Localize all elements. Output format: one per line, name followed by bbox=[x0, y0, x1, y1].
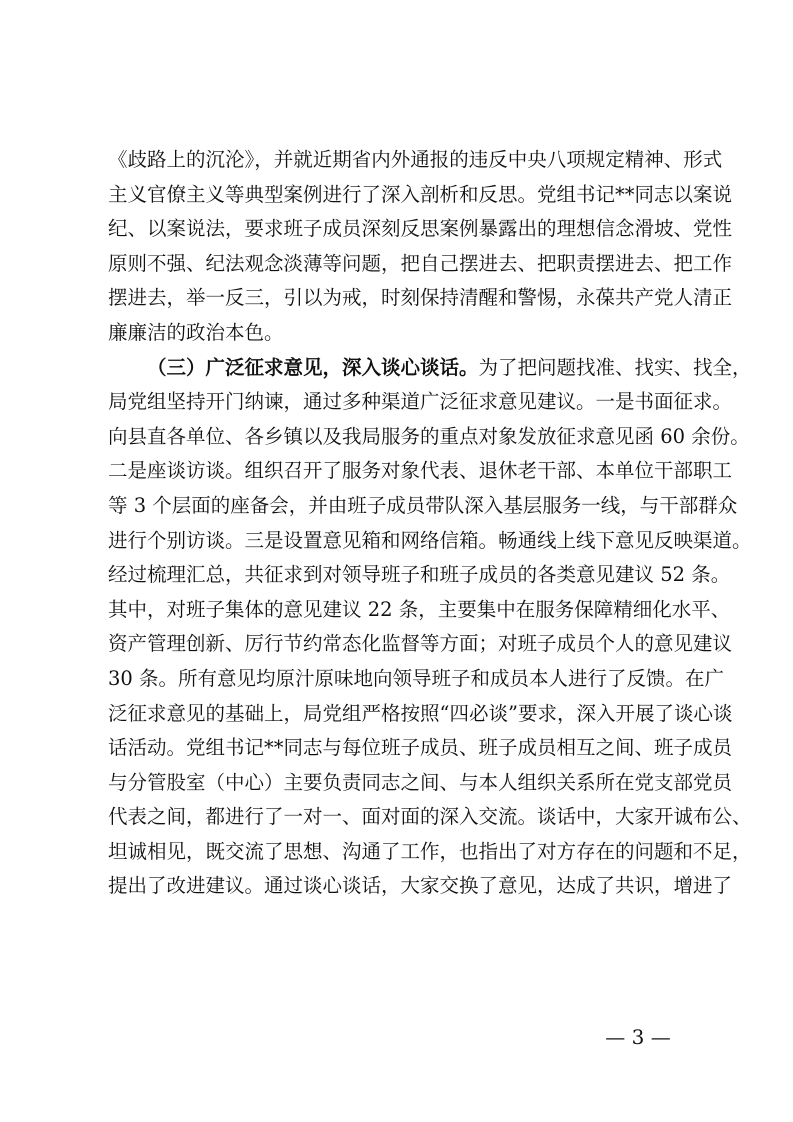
text-line: 纪、以案说法，要求班子成员深刻反思案例暴露出的理想信念滑坡、党性 bbox=[108, 217, 733, 241]
paragraph-opinion-collection bbox=[108, 351, 752, 905]
page-number: — 3 — bbox=[605, 1025, 671, 1049]
section-heading-rest: 为了把问题找准、找实、找全， bbox=[478, 355, 752, 379]
text-line bbox=[108, 351, 752, 386]
text-line: 主义官僚主义等典型案例进行了深入剖析和反思。党组书记**同志以案说 bbox=[108, 182, 733, 206]
text-line: 泛征求意见的基础上，局党组严格按照“四必谈”要求，深入开展了谈心谈 bbox=[108, 701, 733, 725]
text-line: 进行个别访谈。三是设置意见箱和网络信箱。畅通线上线下意见反映渠道。 bbox=[108, 528, 752, 552]
document-body bbox=[108, 143, 752, 904]
text-line: 等 3 个层面的座备会，并由班子成员带队深入基层服务一线，与干部群众 bbox=[108, 493, 738, 517]
section-heading: （三）广泛征求意见，深入谈心谈话。 bbox=[147, 355, 479, 379]
paragraph-case-analysis bbox=[108, 143, 733, 351]
text-line: 资产管理创新、厉行节约常态化监督等方面；对班子成员个人的意见建议 bbox=[108, 632, 733, 656]
text-line: 与分管股室（中心）主要负责同志之间、与本人组织关系所在党支部党员 bbox=[108, 770, 733, 794]
text-line: 话活动。党组书记**同志与每位班子成员、班子成员相互之间、班子成员 bbox=[108, 736, 733, 760]
text-line: 摆进去，举一反三，引以为戒，时刻保持清醒和警惕，永葆共产党人清正 bbox=[108, 286, 733, 310]
text-line: 提出了改进建议。通过谈心谈话，大家交换了意见，达成了共识，增进了 bbox=[108, 874, 733, 898]
text-line: 经过梳理汇总，共征求到对领导班子和班子成员的各类意见建议 52 条。 bbox=[108, 563, 731, 587]
text-line: 二是座谈访谈。组织召开了服务对象代表、退休老干部、本单位干部职工 bbox=[108, 459, 733, 483]
text-line: 坦诚相见，既交流了思想、沟通了工作，也指出了对方存在的问题和不足， bbox=[108, 839, 752, 863]
text-line: 原则不强、纪法观念淡薄等问题，把自己摆进去、把职责摆进去、把工作 bbox=[108, 251, 733, 275]
text-line: 向县直各单位、各乡镇以及我局服务的重点对象发放征求意见函 60 余份。 bbox=[108, 424, 750, 448]
text-line: 《歧路上的沉沦》，并就近期省内外通报的违反中央八项规定精神、形式 bbox=[108, 148, 723, 171]
text-line: 其中，对班子集体的意见建议 22 条，主要集中在服务保障精细化水平、 bbox=[108, 597, 731, 621]
text-line: 局党组坚持开门纳谏，通过多种渠道广泛征求意见建议。一是书面征求。 bbox=[108, 390, 733, 414]
text-line: 30 条。所有意见均原汁原味地向领导班子和成员本人进行了反馈。在广 bbox=[108, 666, 725, 690]
text-line: 廉廉洁的政治本色。 bbox=[108, 320, 284, 344]
text-line: 代表之间，都进行了一对一、面对面的深入交流。谈话中，大家开诚布公、 bbox=[108, 805, 752, 829]
